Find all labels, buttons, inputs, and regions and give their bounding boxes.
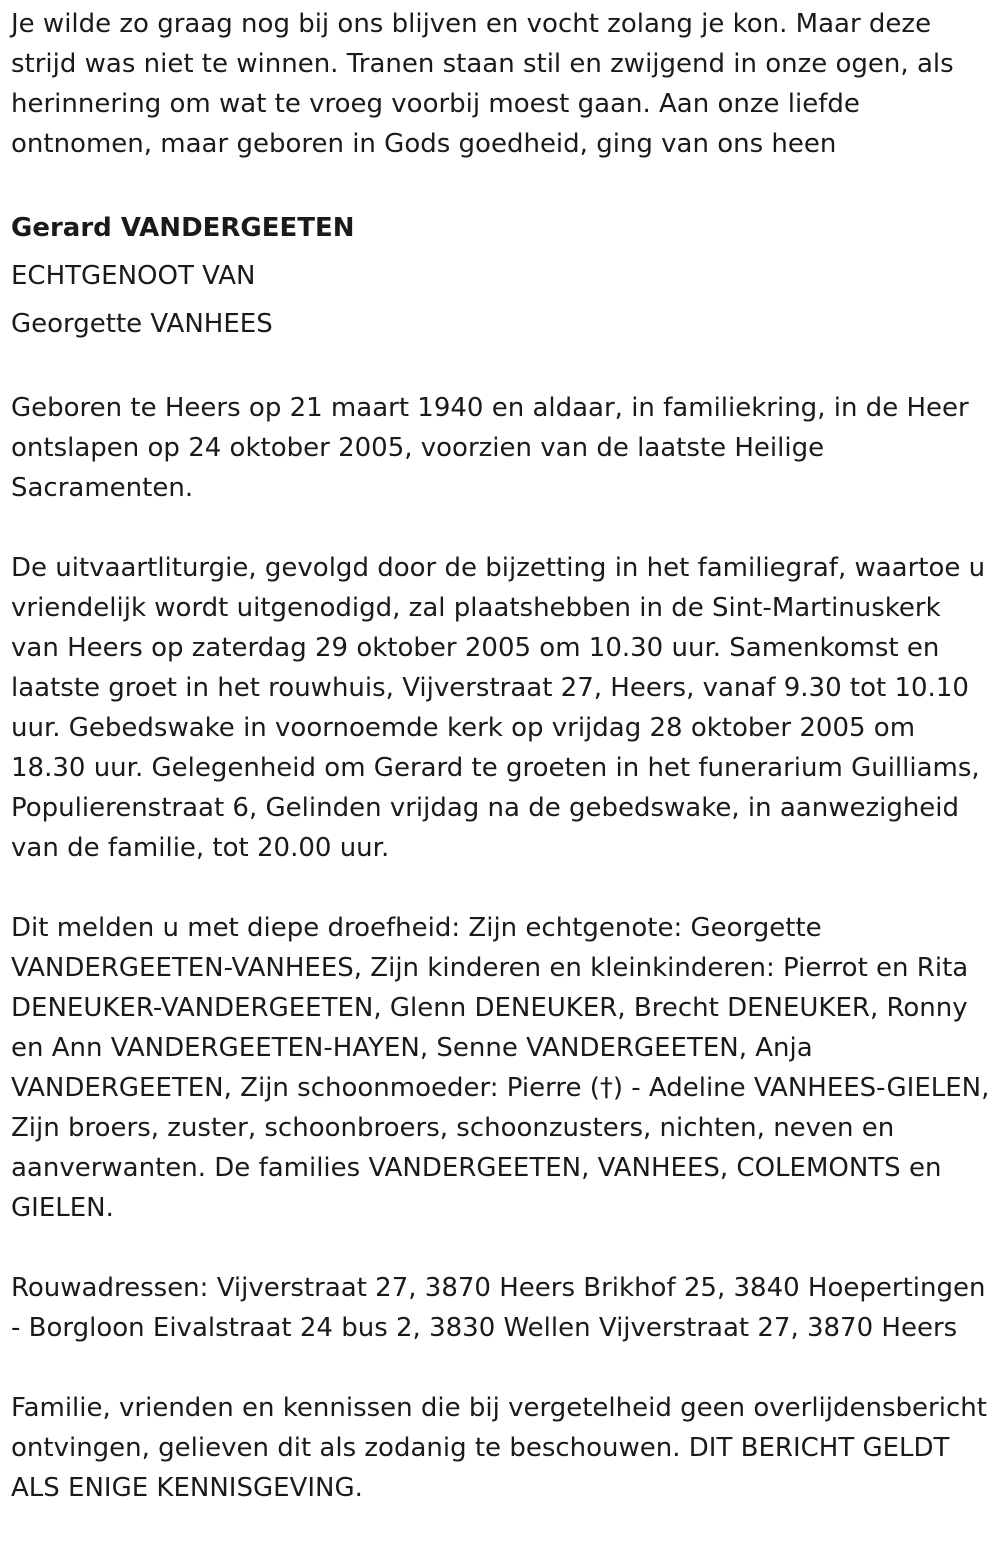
family-paragraph: Dit melden u met diepe droefheid: Zijn echtgenote: Georgette VANDERGEETEN-VANHEES, Zijn kinderen en kleinkinderen: Pierrot en Rita DENEUKER-VANDERGEETEN, Glenn DENEUKER, Brecht DENEUKER, Ronny en Ann VANDERGEETEN-HAYEN, Senne VANDERGEETEN, Anja VANDERGEETEN, Zijn schoonmoeder: Pierre (†) - Adeline VANHEES-GIELEN, Zijn broers, zuster, schoonbroers, schoonzusters, nichten, neven en aanverwanten. De families VANDERGEETEN, VANHEES, COLEMONTS en GIELEN. — [11, 913, 990, 1223]
relation-label: ECHTGENOOT VAN — [11, 261, 256, 291]
addresses-paragraph: Rouwadressen: Vijverstraat 27, 3870 Heers Brikhof 25, 3840 Hoepertingen - Borgloon Eivalstraat 24 bus 2, 3830 Wellen Vijverstraat 27, 3870 Heers — [11, 1273, 986, 1343]
deceased-name: Gerard VANDERGEETEN — [11, 213, 355, 243]
intro-paragraph: Je wilde zo graag nog bij ons blijven en vocht zolang je kon. Maar deze strijd was niet te winnen. Tranen staan stil en zwijgend in onze ogen, als herinnering om wat te vroeg voorbij moest gaan. Aan onze liefde ontnomen, maar geboren in Gods goedheid, ging van ons heen — [11, 9, 954, 159]
closing-paragraph: Familie, vrienden en kennissen die bij vergetelheid geen overlijdensbericht ontvingen, gelieven dit als zodanig te beschouwen. DIT BERICHT GELDT ALS ENIGE KENNISGEVING. — [11, 1393, 987, 1503]
spouse-name: Georgette VANHEES — [11, 309, 273, 339]
birth-death-paragraph: Geboren te Heers op 21 maart 1940 en aldaar, in familiekring, in de Heer ontslapen op 24 oktober 2005, voorzien van de laatste Heilige Sacramenten. — [11, 393, 969, 503]
funeral-paragraph: De uitvaartliturgie, gevolgd door de bijzetting in het familiegraf, waartoe u vriendelijk wordt uitgenodigd, zal plaatshebben in de Sint-Martinuskerk van Heers op zaterdag 29 oktober 2005 om 10.30 uur. Samenkomst en laatste groet in het rouwhuis, Vijverstraat 27, Heers, vanaf 9.30 tot 10.10 uur. Gebedswake in voornoemde kerk op vrijdag 28 oktober 2005 om 18.30 uur. Gelegenheid om Gerard te groeten in het funerarium Guilliams, Populierenstraat 6, Gelinden vrijdag na de gebedswake, in aanwezigheid van de familie, tot 20.00 uur. — [11, 553, 986, 863]
deceased-block — [11, 204, 990, 348]
